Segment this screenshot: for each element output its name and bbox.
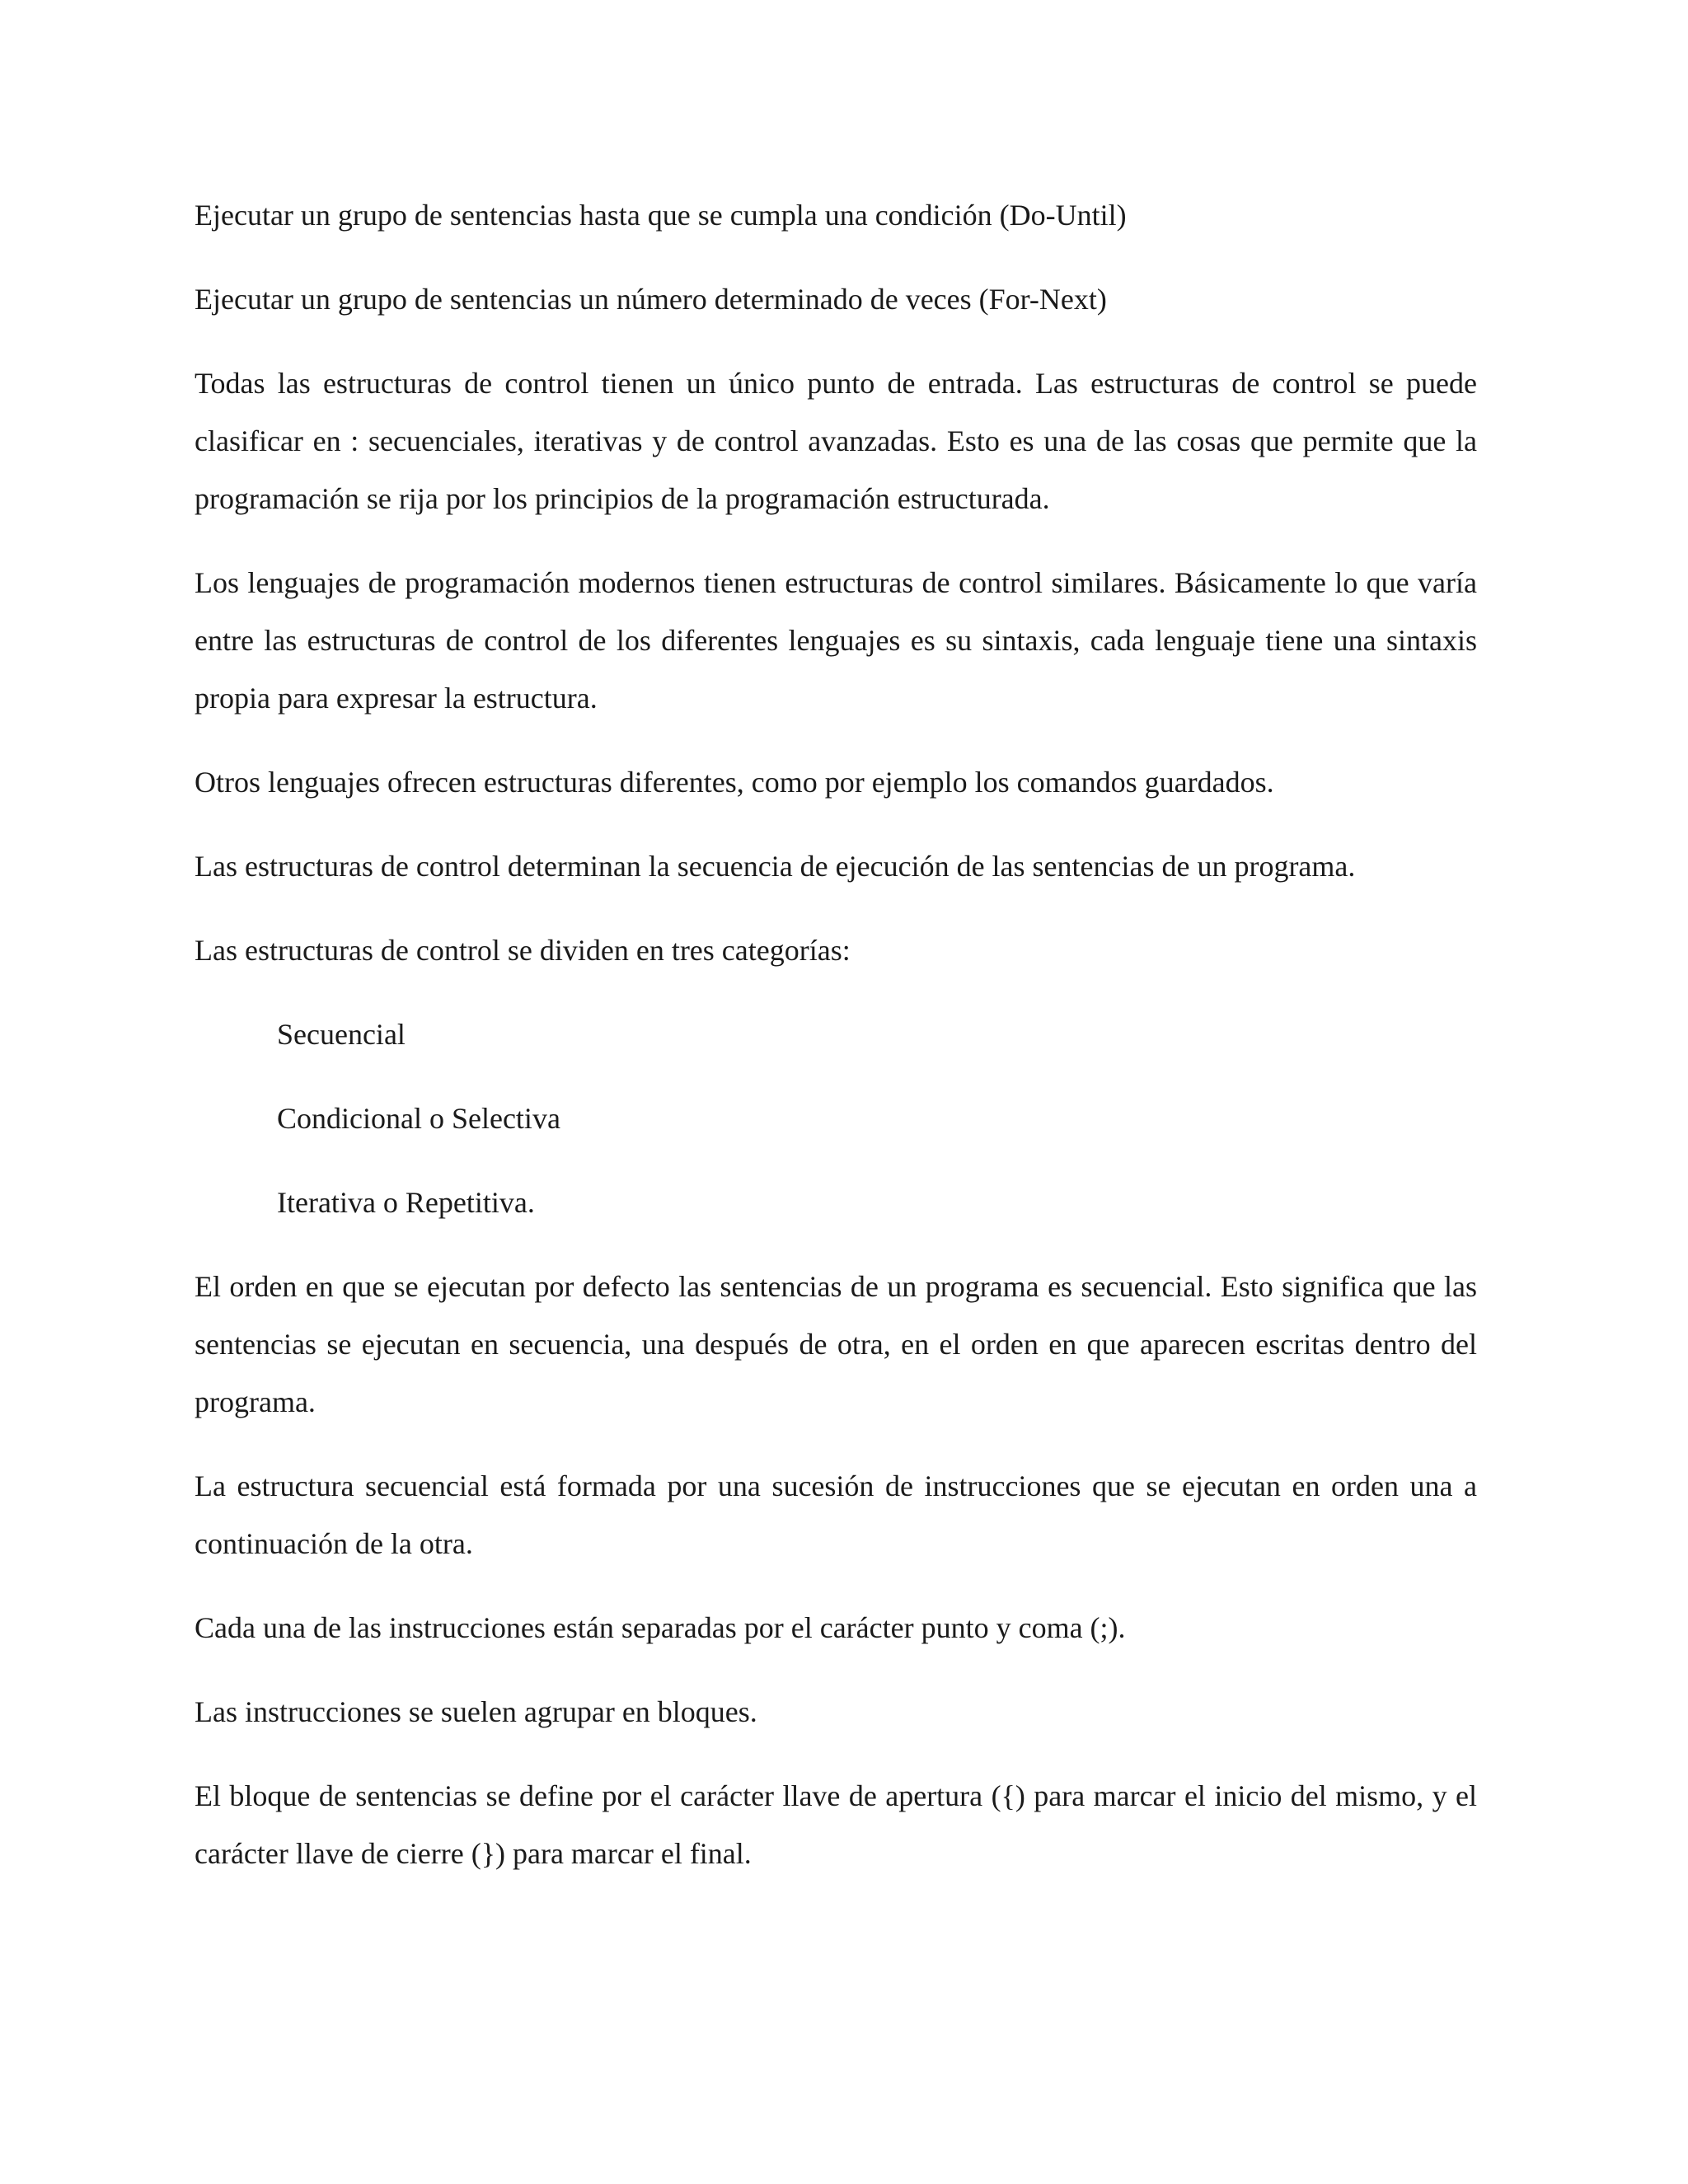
list-item: Iterativa o Repetitiva. [277, 1186, 535, 1219]
paragraph-execution-sequence: Las estructuras de control determinan la secuencia de ejecución de las sentencias de un programa. [195, 850, 1356, 883]
paragraph-braces: El bloque de sentencias se define por el carácter llave de apertura ({) para marcar el inicio del mismo, y el carácter llave de cierre (}) para marcar el final. [195, 1779, 1477, 1870]
paragraph-other-languages: Otros lenguajes ofrecen estructuras diferentes, como por ejemplo los comandos guardados. [195, 766, 1274, 799]
paragraph-default-order: El orden en que se ejecutan por defecto las sentencias de un programa es secuencial. Esto significa que las sentencias se ejecutan en secuencia, una después de otra, en el orden en que aparecen escritas dentro del programa. [195, 1270, 1477, 1418]
paragraph-for-next: Ejecutar un grupo de sentencias un número determinado de veces (For-Next) [195, 283, 1107, 316]
paragraph-semicolon: Cada una de las instrucciones están separadas por el carácter punto y coma (;). [195, 1611, 1126, 1644]
paragraph-do-until: Ejecutar un grupo de sentencias hasta que se cumpla una condición (Do-Until) [195, 199, 1127, 232]
list-item: Condicional o Selectiva [277, 1102, 560, 1135]
categories-list [195, 1005, 1477, 1231]
paragraph-blocks: Las instrucciones se suelen agrupar en bloques. [195, 1695, 757, 1728]
paragraph-control-structures-entry: Todas las estructuras de control tienen un único punto de entrada. Las estructuras de control se puede clasificar en : secuenciales, iterativas y de control avanzadas. Esto es una de las cosas que permite que la programación se rija por los principios de la programación estructurada. [195, 367, 1477, 515]
paragraph-three-categories: Las estructuras de control se dividen en tres categorías: [195, 934, 851, 967]
document-body [195, 186, 1477, 1909]
list-item: Secuencial [277, 1018, 406, 1051]
paragraph-sequential-structure: La estructura secuencial está formada por una sucesión de instrucciones que se ejecutan en orden una a continuación de la otra. [195, 1469, 1477, 1560]
paragraph-modern-languages: Los lenguajes de programación modernos tienen estructuras de control similares. Básicamente lo que varía entre las estructuras de control de los diferentes lenguajes es su sintaxis, cada lenguaje tiene una sintaxis propia para expresar la estructura. [195, 566, 1477, 715]
